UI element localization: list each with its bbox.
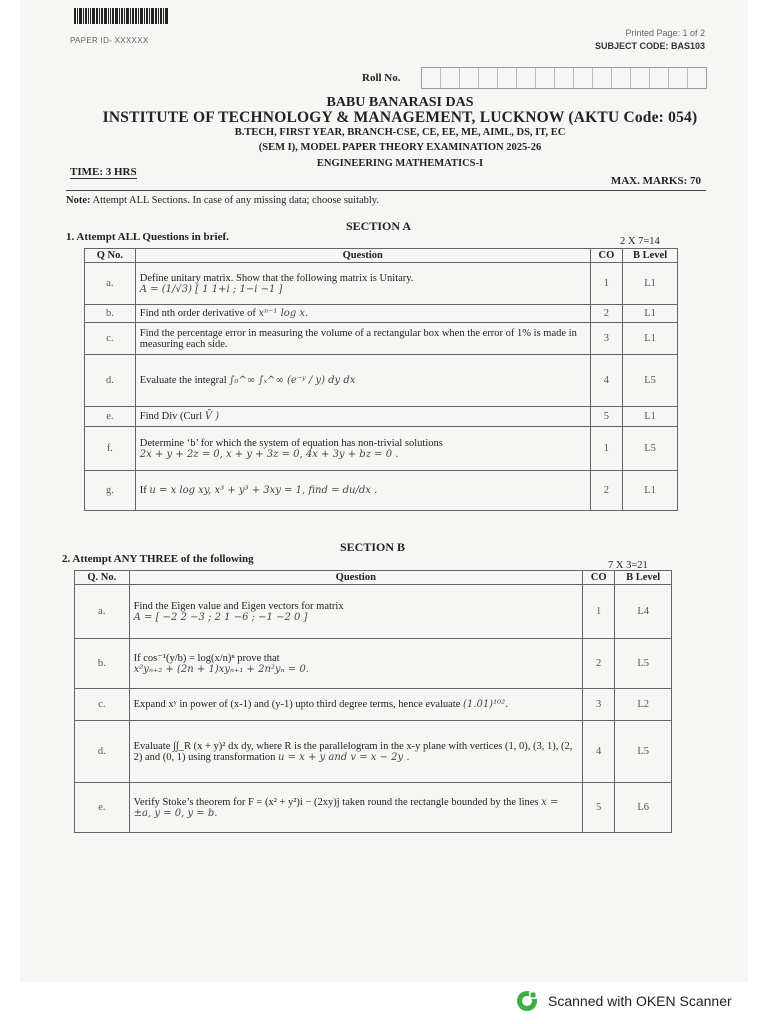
exam-line: (SEM I), MODEL PAPER THEORY EXAMINATION 2025-26 [258,142,542,153]
table-header-row [85,249,678,263]
subject-code: SUBJECT CODE: BAS103 [594,41,705,51]
question-number: c. [75,689,130,721]
level-value: L5 [623,427,678,471]
section-b-title: SECTION B [340,540,406,554]
question-number: g. [85,471,136,511]
question-statement: Determine ‘b’ for which the system of equation has non-trivial solutions [139,437,443,449]
table-row [85,427,678,471]
section-a-instruction: 1. Attempt ALL Questions in brief. [66,231,229,243]
scanner-text: Scanned with OKEN Scanner [548,993,732,1009]
co-value: 4 [582,721,614,783]
section-a-marks: 2 X 7=14 [620,236,660,247]
column-header: Q. No. [75,571,130,585]
note-text: Attempt ALL Sections. In case of any missing data; choose suitably. [92,195,380,206]
table-row [85,263,678,305]
question-statement: Evaluate ∫∫_R (x + y)² dx dy, where R is the parallelogram in the x-y plane with vertices (1, 0), (3, 1), (2, 2) and (0, 1) using transformation [133,740,573,763]
table-row [75,585,672,639]
note [66,195,379,206]
table-row [75,639,672,689]
question-number: a. [75,585,130,639]
question-text [135,427,590,471]
co-value: 5 [582,783,614,833]
table-row [75,783,672,833]
question-statement: Expand xʸ in power of (x-1) and (y-1) upto third degree terms, hence evaluate [133,699,461,710]
paper-id: PAPER ID- XXXXXX [70,36,149,45]
co-value: 2 [582,639,614,689]
section-a-table [84,248,678,511]
institute-name: BABU BANARASI DAS [326,95,474,110]
co-value: 4 [590,355,622,407]
column-header: Question [129,571,582,585]
question-number: e. [85,407,136,427]
table-row [75,689,672,721]
co-value: 1 [590,427,622,471]
question-text [135,323,590,355]
column-header: Question [135,249,590,263]
question-statement: Find nth order derivative of [139,308,256,319]
co-value: 2 [590,305,622,323]
level-value: L1 [623,263,678,305]
divider [66,190,706,191]
question-text [135,355,590,407]
co-value: 3 [590,323,622,355]
co-value: 2 [590,471,622,511]
printed-page: Printed Page: 1 of 2 [625,28,705,38]
table-row [85,407,678,427]
question-math: (1.01)¹⁰². [463,699,509,710]
table-row [85,471,678,511]
question-text [135,305,590,323]
column-header: B Level [623,249,678,263]
level-value: L5 [615,639,672,689]
question-text [135,471,590,511]
question-number: f. [85,427,136,471]
question-statement: Find the percentage error in measuring the volume of a rectangular box when the error of 1% is made in measuring each side. [139,327,577,350]
co-value: 1 [590,263,622,305]
level-value: L1 [623,471,678,511]
question-statement: Evaluate the integral [139,375,227,386]
question-number: a. [85,263,136,305]
table-header-row [75,571,672,585]
barcode [74,8,234,24]
question-text [129,639,582,689]
level-value: L1 [623,407,678,427]
question-math: xⁿ⁻¹ log x. [258,308,309,319]
section-b-marks: 7 X 3=21 [608,560,648,571]
table-row [85,305,678,323]
question-math: A = (1/√3) [ 1 1+i ; 1−i −1 ] [139,283,283,295]
question-statement: Find the Eigen value and Eigen vectors for matrix [133,600,344,612]
roll-number-boxes [421,67,707,89]
question-statement: Define unitary matrix. Show that the following matrix is Unitary. [139,272,414,284]
institute-full-name: INSTITUTE OF TECHNOLOGY & MANAGEMENT, LUCKNOW (AKTU Code: 054) [102,109,698,126]
column-header: CO [590,249,622,263]
question-number: d. [85,355,136,407]
oken-scanner-logo-icon [516,990,538,1012]
question-number: c. [85,323,136,355]
question-statement: Find Div (Curl [139,411,203,422]
question-number: b. [85,305,136,323]
level-value: L1 [623,305,678,323]
level-value: L1 [623,323,678,355]
table-row [75,721,672,783]
column-header: CO [582,571,614,585]
question-text [135,407,590,427]
section-a-title: SECTION A [346,219,412,233]
level-value: L6 [615,783,672,833]
section-b-table [74,570,672,833]
question-text [129,585,582,639]
max-marks: MAX. MARKS: 70 [610,175,701,187]
level-value: L2 [615,689,672,721]
question-text [135,263,590,305]
question-math: 2x + y + 2z = 0, x + y + 3z = 0, 4x + 3y + bz = 0 . [139,448,399,460]
level-value: L5 [615,721,672,783]
question-statement: If [139,485,147,496]
question-math: u = x + y and v = x − 2y . [278,751,410,763]
co-value: 1 [582,585,614,639]
question-math: u = x log xy, x³ + y³ + 3xy = 1, find = du/dx . [149,485,378,496]
question-number: b. [75,639,130,689]
question-text [129,783,582,833]
question-number: e. [75,783,130,833]
scanner-watermark [516,990,732,1012]
question-math: x²yₙ₊₂ + (2n + 1)xyₙ₊₁ + 2n²yₙ = 0. [133,664,309,675]
column-header: B Level [615,571,672,585]
column-header: Q No. [85,249,136,263]
level-value: L4 [615,585,672,639]
question-number: d. [75,721,130,783]
subject-line: ENGINEERING MATHEMATICS-I [316,158,484,169]
question-math: V̄ ) [204,411,220,422]
roll-number-row [362,67,707,89]
question-statement: If cos⁻¹(y/b) = log(x/n)ⁿ prove that [133,653,280,664]
level-value: L5 [623,355,678,407]
time-label: TIME: 3 HRS [70,166,137,178]
table-row [85,323,678,355]
question-text [129,721,582,783]
question-math: A = [ −2 2 −3 ; 2 1 −6 ; −1 −2 0 ] [133,611,308,623]
note-label: Note: [66,195,91,206]
page-info [595,27,705,53]
roll-label: Roll No. [362,72,401,84]
question-text [129,689,582,721]
question-statement: Verify Stoke’s theorem for F = (x² + y²)i − (2xy)j taken round the rectangle bounded by the lines [133,796,539,808]
question-math: ∫₀^∞ ∫ₓ^∞ (e⁻ʸ / y) dy dx [229,375,356,386]
co-value: 5 [590,407,622,427]
question-math: x = ±a, y = 0, y = b. [133,796,559,819]
table-row [85,355,678,407]
course-line: B.TECH, FIRST YEAR, BRANCH-CSE, CE, EE, ME, AIML, DS, IT, EC [234,127,566,138]
co-value: 3 [582,689,614,721]
section-b-instruction: 2. Attempt ANY THREE of the following [62,553,254,565]
